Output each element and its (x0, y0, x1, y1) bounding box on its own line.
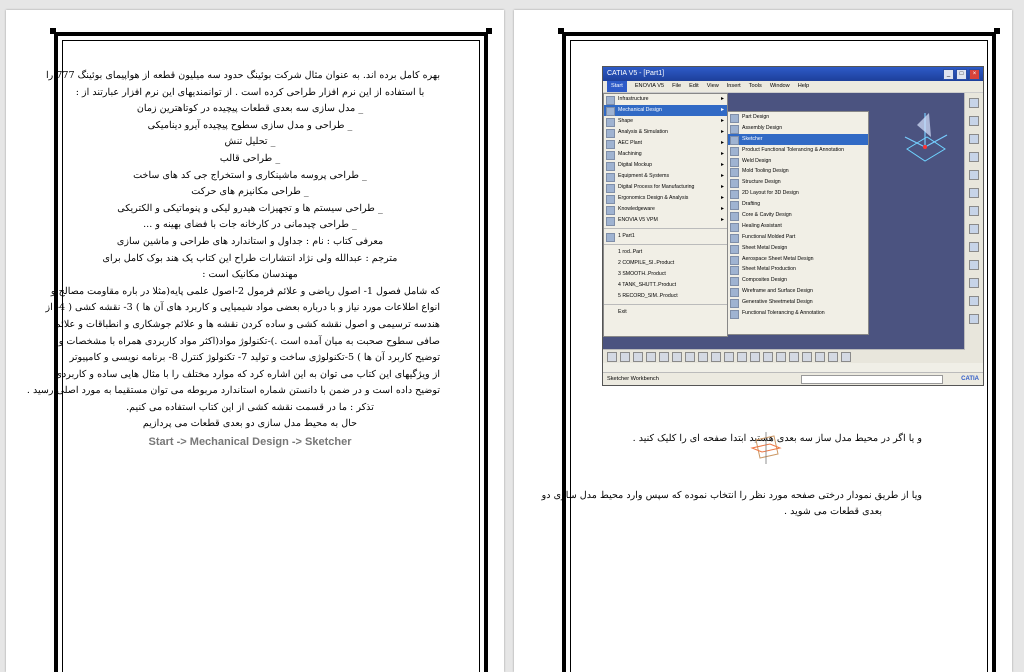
zoom-out-icon[interactable] (828, 352, 838, 362)
recent-file-item[interactable]: 1 Part1 (604, 231, 727, 242)
menu-enovia[interactable]: ENOVIA V5 (634, 83, 665, 89)
grid-icon[interactable] (750, 352, 760, 362)
text-line: تذکر : ما در قسمت نقشه کشی از این کتاب استفاده می کنیم. (126, 401, 374, 413)
bottom-toolbar (603, 349, 965, 363)
text-line: معرفی کتاب : نام : جداول و استاندارد های طراحی و ماشین سازی (116, 235, 384, 247)
recent-file-item[interactable]: 2 COMPILE_SI..Product (618, 260, 675, 266)
tool-icon[interactable] (969, 296, 979, 306)
menu-item-enovia-vpm[interactable]: ENOVIA V5 VPM ▸ (604, 215, 727, 226)
left-page-text (26, 68, 440, 451)
save-icon[interactable] (633, 352, 643, 362)
menu-item-digital-mockup[interactable]: Digital Mockup ▸ (604, 160, 727, 171)
submenu-item[interactable]: Wireframe and Surface Design (728, 286, 868, 297)
menu-start[interactable]: Start (607, 81, 627, 92)
recent-file-item[interactable]: 1 rod..Part (618, 249, 643, 255)
menu-item-knowledgeware[interactable]: Knowledgeware ▸ (604, 204, 727, 215)
menu-file[interactable]: File (672, 83, 682, 89)
tool-icon[interactable] (969, 98, 979, 108)
text-line: _ طراحی قالب (219, 152, 281, 164)
command-input[interactable] (801, 375, 943, 384)
fit-all-icon[interactable] (776, 352, 786, 362)
tool-icon[interactable] (969, 278, 979, 288)
submenu-item[interactable]: Composites Design (728, 275, 868, 286)
menu-item-analysis[interactable]: Analysis & Simulation ▸ (604, 127, 727, 138)
tool-icon[interactable] (969, 134, 979, 144)
submenu-item-sketcher[interactable]: Sketcher (728, 134, 868, 145)
rotate-icon[interactable] (802, 352, 812, 362)
border-corner (486, 28, 492, 34)
border-corner (558, 28, 564, 34)
normal-view-icon[interactable] (841, 352, 851, 362)
right-page (514, 10, 1012, 672)
text-line: حال به محیط مدل سازی دو بعدی قطعات می پردازیم (142, 418, 358, 430)
left-page (6, 10, 504, 672)
plane-icon (748, 430, 784, 466)
exit-menu-item[interactable]: Exit (618, 309, 627, 315)
menu-separator (604, 228, 727, 229)
undo-icon[interactable] (698, 352, 708, 362)
submenu-item[interactable]: Structure Design (728, 177, 868, 188)
menu-item-infrastructure[interactable]: Infrastructure ▸ (604, 94, 727, 105)
text-line: _ مدل سازی سه بعدی قطعات پیچیده در کوتاهترین زمان (136, 103, 364, 115)
window-title: CATIA V5 - [Part1] (603, 67, 983, 81)
tool-icon[interactable] (969, 170, 979, 180)
text-line: _ طراحی سیستم ها و تجهیزات هیدرو لیکی و پنوماتیکی و الکتریکی (117, 202, 383, 214)
text-line: ویا از طریق نمودار درختی صفحه مورد نظر را انتخاب نموده که سپس وارد محیط مدل سازی دو (541, 490, 922, 501)
catia-screenshot (602, 66, 984, 386)
redo-icon[interactable] (711, 352, 721, 362)
text-line: هندسه ترسیمی و اصول نقشه کشی و ساده کردن نقشه ها و علائم جوشکاری و انطباقات و علائم (54, 318, 440, 330)
border-corner (994, 28, 1000, 34)
tool-icon[interactable] (969, 188, 979, 198)
menu-help[interactable]: Help (797, 83, 810, 89)
text-line: انواع اطلاعات مورد نیاز و با درباره بعضی مواد شیمیایی و کاربرد های آن ها ) 3- نقشه کشی ( 4- از (45, 302, 440, 314)
text-line: توضیح داده است و در ضمن با دانستن شماره استاندارد مربوطه می توان مستقیما به مورد اصلی رسید . (26, 385, 440, 397)
submenu-item[interactable]: Assembly Design (728, 123, 868, 134)
tool-icon[interactable] (969, 206, 979, 216)
tool-icon[interactable] (969, 242, 979, 252)
text-line: _ تحلیل تنش (224, 136, 276, 148)
menu-tools[interactable]: Tools (748, 83, 762, 89)
tool-icon[interactable] (969, 260, 979, 270)
menu-item-machining[interactable]: Machining ▸ (604, 149, 727, 160)
submenu-item[interactable]: Generative Sheetmetal Design (728, 297, 868, 308)
border-corner (50, 28, 56, 34)
help-icon[interactable] (724, 352, 734, 362)
text-line: بعدی قطعات می شوید . (784, 506, 882, 517)
print-icon[interactable] (646, 352, 656, 362)
text-line: از ویژگیهای این کتاب می توان به این اشاره کرد که موارد مختلف را با مثال هایی ساده و کاربردی (54, 368, 440, 380)
right-toolbar (964, 93, 983, 363)
menu-item-shape[interactable]: Shape ▸ (604, 116, 727, 127)
text-line: _ طراحی مکانیزم های حرکت (191, 186, 309, 198)
submenu-item[interactable]: Product Functional Tolerancing & Annotation (728, 145, 868, 156)
recent-file-item[interactable]: 4 TANK_SHUTT..Product (618, 282, 677, 288)
text-line: _ طراحی چیدمانی در کارخانه جات با فضای بهینه و ... (143, 219, 357, 231)
start-menu (603, 93, 728, 337)
tool-icon[interactable] (969, 224, 979, 234)
status-text: Sketcher Workbench (607, 376, 659, 382)
tool-icon[interactable] (969, 116, 979, 126)
menu-separator (604, 304, 727, 305)
submenu-item[interactable]: Sheet Metal Design (728, 243, 868, 254)
text-line: بهره کامل برده اند. به عنوان مثال شرکت بوئینگ حدود سه میلیون قطعه از هواپیمای بوئینگ 777 را (45, 70, 440, 81)
new-file-icon[interactable] (607, 352, 617, 362)
menu-item-aec-plant[interactable]: AEC Plant ▸ (604, 138, 727, 149)
menu-item-digital-process[interactable]: Digital Process for Manufacturing ▸ (604, 182, 727, 193)
open-file-icon[interactable] (620, 352, 630, 362)
menu-path-text: Start -> Mechanical Design -> Sketcher (148, 436, 352, 449)
maximize-icon[interactable]: □ (956, 69, 967, 80)
menu-bar (603, 81, 983, 93)
text-line: و یا اگر در محیط مدل ساز سه بعدی هستید ابتدا صفحه ای را کلیک کنید . (632, 433, 922, 444)
submenu-item[interactable]: Functional Tolerancing & Annotation (728, 308, 868, 319)
submenu-item[interactable]: 2D Layout for 3D Design (728, 188, 868, 199)
text-line: صافی سطوح صحبت به میان آمده است .)-تکنولوژ مواد(اکثر مواد کاربردی همراه با مشخصات و (58, 335, 440, 347)
formula-icon[interactable] (737, 352, 747, 362)
menu-item-ergonomics[interactable]: Ergonomics Design & Analysis ▸ (604, 193, 727, 204)
copy-icon[interactable] (672, 352, 682, 362)
window-controls (943, 69, 980, 80)
text-line: _ طراحی پروسه ماشینکاری و استخراج جی کد های ساخت (133, 169, 367, 181)
submenu-item[interactable]: Healing Assistant (728, 221, 868, 232)
text-line: با استفاده از این نرم افزار طراحی کرده است . از توانمندیهای این نرم افزار عبارتند از : (75, 86, 425, 98)
text-line: _ طراحی و مدل سازی سطوح پیچیده آیرو دینامیکی (147, 119, 353, 131)
text-line: مهندسان مکانیک است : (202, 269, 298, 281)
menu-view[interactable]: View (706, 83, 719, 89)
submenu-item[interactable]: Part Design (728, 112, 868, 123)
submenu-item[interactable]: Weld Design (728, 156, 868, 167)
mechanical-design-submenu (727, 111, 869, 335)
close-icon[interactable]: × (969, 69, 980, 80)
submenu-item[interactable]: Drafting (728, 199, 868, 210)
cut-icon[interactable] (659, 352, 669, 362)
tool-icon[interactable] (969, 152, 979, 162)
text-line: مترجم : عبدالله ولی نژاد انتشارات طراح این کتاب یک هند بوک کامل برای (102, 252, 398, 264)
paste-icon[interactable] (685, 352, 695, 362)
zoom-in-icon[interactable] (815, 352, 825, 362)
recent-file-item[interactable]: 3 SMOOTH..Product (618, 271, 666, 277)
text-line: که شامل فصول 1- اصول ریاضی و علائم فرمول 2-اصول علمی پایه(مثلا در باره مقاومت مصالح و (50, 285, 440, 297)
menu-insert[interactable]: Insert (726, 83, 741, 89)
menu-edit[interactable]: Edit (689, 83, 699, 89)
submenu-item[interactable]: Mold Tooling Design (728, 166, 868, 177)
submenu-item[interactable]: Sheet Metal Production (728, 264, 868, 275)
recent-file-item[interactable]: 5 RECORD_SIM..Product (618, 293, 678, 299)
fly-icon[interactable] (763, 352, 773, 362)
menu-window[interactable]: Window (769, 83, 790, 89)
minimize-icon[interactable]: _ (943, 69, 954, 80)
submenu-item[interactable]: Core & Cavity Design (728, 210, 868, 221)
menu-separator (604, 244, 727, 245)
status-bar (603, 372, 983, 385)
menu-item-mechanical-design[interactable]: Mechanical Design ▸ (604, 105, 727, 116)
menu-item-equipment[interactable]: Equipment & Systems ▸ (604, 171, 727, 182)
compass-axis-icon (897, 107, 953, 163)
tool-icon[interactable] (969, 314, 979, 324)
submenu-item[interactable]: Functional Molded Part (728, 232, 868, 243)
pan-icon[interactable] (789, 352, 799, 362)
submenu-item[interactable]: Aerospace Sheet Metal Design (728, 254, 868, 265)
right-text-2 (542, 488, 922, 520)
text-line: توضیح کاربرد آن ها ) 5-تکنولوژی ساخت و تولید 7- تکنولوژ کنترل 8- برنامه نویسی و کامپیوتر (69, 352, 440, 364)
catia-logo: CATIA (961, 376, 979, 382)
